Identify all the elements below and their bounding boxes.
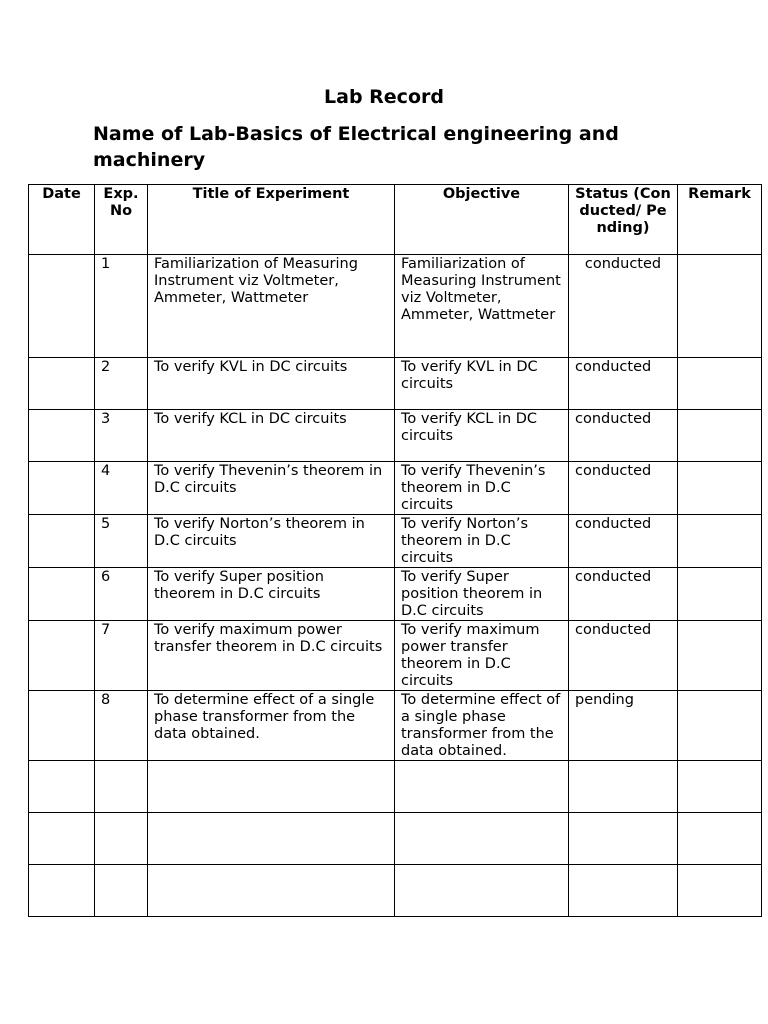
exp-no-cell (95, 865, 148, 917)
objective-cell: To verify maximum power transfer theorem in D.C circuits (395, 621, 569, 691)
remark-cell (678, 813, 762, 865)
exp-no-cell (95, 761, 148, 813)
title-cell: To verify KVL in DC circuits (148, 358, 395, 410)
table-header-row (29, 185, 762, 255)
objective-cell: To verify Norton’s theorem in D.C circuits (395, 515, 569, 568)
exp-no-cell (95, 813, 148, 865)
title-cell (148, 813, 395, 865)
title-cell: Familiarization of Measuring Instrument viz Voltmeter, Ammeter, Wattmeter (148, 255, 395, 358)
date-cell (29, 462, 95, 515)
title-cell: To verify Super position theorem in D.C circuits (148, 568, 395, 621)
status-cell: conducted (569, 515, 678, 568)
date-cell (29, 515, 95, 568)
objective-cell: To determine effect of a single phase transformer from the data obtained. (395, 691, 569, 761)
table-row (29, 358, 762, 410)
empty-table-row (29, 865, 762, 917)
table-row (29, 255, 762, 358)
remark-cell (678, 568, 762, 621)
status-cell (569, 813, 678, 865)
page-title: Lab Record (324, 86, 444, 108)
objective-cell (395, 761, 569, 813)
title-cell: To verify KCL in DC circuits (148, 410, 395, 462)
objective-cell: To verify Thevenin’s theorem in D.C circuits (395, 462, 569, 515)
exp-no-cell: 4 (95, 462, 148, 515)
column-header-exp-no: Exp. No (95, 185, 148, 255)
exp-no-cell: 1 (95, 255, 148, 358)
status-cell: conducted (569, 462, 678, 515)
exp-no-cell: 5 (95, 515, 148, 568)
column-header-objective: Objective (395, 185, 569, 255)
title-cell: To verify Thevenin’s theorem in D.C circuits (148, 462, 395, 515)
title-cell (148, 761, 395, 813)
status-cell: conducted (569, 568, 678, 621)
objective-cell: To verify KCL in DC circuits (395, 410, 569, 462)
table-row (29, 691, 762, 761)
objective-cell (395, 865, 569, 917)
date-cell (29, 813, 95, 865)
exp-no-cell: 7 (95, 621, 148, 691)
date-cell (29, 865, 95, 917)
column-header-title: Title of Experiment (148, 185, 395, 255)
status-cell: pending (569, 691, 678, 761)
objective-cell: To verify KVL in DC circuits (395, 358, 569, 410)
date-cell (29, 761, 95, 813)
date-cell (29, 568, 95, 621)
lab-record-table (28, 184, 762, 917)
remark-cell (678, 691, 762, 761)
title-cell: To determine effect of a single phase transformer from the data obtained. (148, 691, 395, 761)
exp-no-cell: 8 (95, 691, 148, 761)
status-cell: conducted (569, 358, 678, 410)
lab-name-heading: Name of Lab-Basics of Electrical engineering and machinery (93, 123, 619, 171)
remark-cell (678, 761, 762, 813)
column-header-date: Date (29, 185, 95, 255)
title-cell: To verify maximum power transfer theorem in D.C circuits (148, 621, 395, 691)
table-row (29, 515, 762, 568)
exp-no-cell: 3 (95, 410, 148, 462)
remark-cell (678, 462, 762, 515)
date-cell (29, 358, 95, 410)
status-cell: conducted (569, 410, 678, 462)
date-cell (29, 691, 95, 761)
title-cell: To verify Norton’s theorem in D.C circuits (148, 515, 395, 568)
table-row (29, 410, 762, 462)
objective-cell: To verify Super position theorem in D.C circuits (395, 568, 569, 621)
column-header-status: Status (Conducted/ Pending) (569, 185, 678, 255)
remark-cell (678, 410, 762, 462)
table-row (29, 621, 762, 691)
date-cell (29, 410, 95, 462)
remark-cell (678, 865, 762, 917)
exp-no-cell: 6 (95, 568, 148, 621)
objective-cell: Familiarization of Measuring Instrument viz Voltmeter, Ammeter, Wattmeter (395, 255, 569, 358)
column-header-remark: Remark (678, 185, 762, 255)
remark-cell (678, 515, 762, 568)
remark-cell (678, 621, 762, 691)
date-cell (29, 255, 95, 358)
exp-no-cell: 2 (95, 358, 148, 410)
status-cell: conducted (569, 255, 678, 358)
status-cell (569, 761, 678, 813)
objective-cell (395, 813, 569, 865)
empty-table-row (29, 761, 762, 813)
title-cell (148, 865, 395, 917)
table-row (29, 568, 762, 621)
status-cell: conducted (569, 621, 678, 691)
table-row (29, 462, 762, 515)
remark-cell (678, 358, 762, 410)
status-cell (569, 865, 678, 917)
empty-table-row (29, 813, 762, 865)
remark-cell (678, 255, 762, 358)
date-cell (29, 621, 95, 691)
